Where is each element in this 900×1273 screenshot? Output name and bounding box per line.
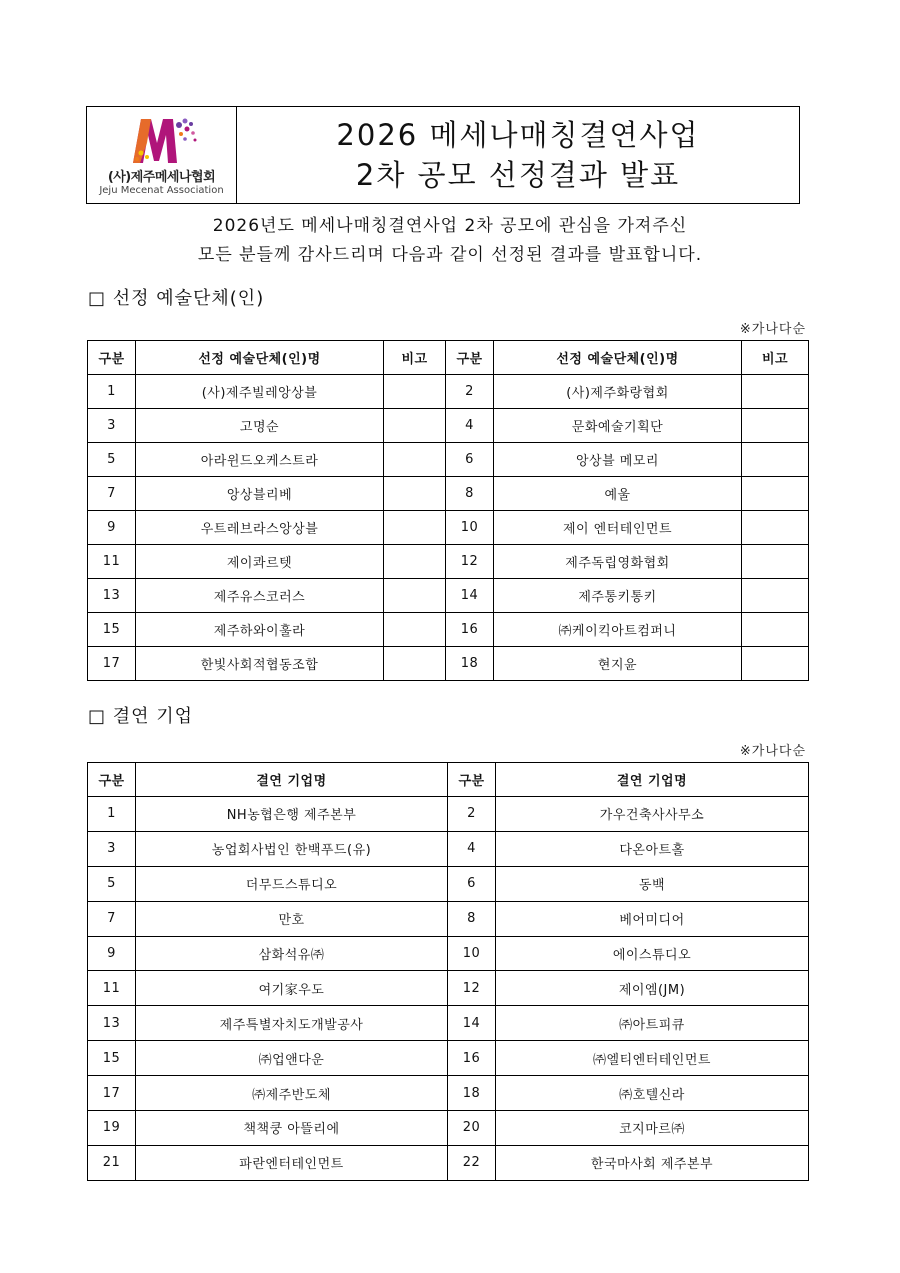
cell-name: (사)제주화랑협회 [494,375,742,409]
cell-no: 15 [88,1041,136,1076]
table-row [88,545,809,579]
cell-no: 8 [446,477,494,511]
cell-no: 2 [446,375,494,409]
cell-name: 책책쿵 아뜰리에 [136,1111,448,1146]
corps-table [87,762,809,1181]
cell-name: 한빛사회적협동조합 [136,647,384,681]
cell-no: 13 [88,1006,136,1041]
cell-name: 가우건축사사무소 [496,797,809,832]
page-title-line2: 2차 공모 선정결과 발표 [355,158,681,192]
table-row [88,1111,809,1146]
table-row [88,1145,809,1180]
cell-remark [384,375,446,409]
table-header-row [88,763,809,797]
cell-no: 11 [88,971,136,1006]
col-header-no: 구분 [88,763,136,797]
table-row [88,971,809,1006]
col-header-name: 선정 예술단체(인)명 [494,341,742,375]
cell-no: 14 [448,1006,496,1041]
cell-name: 문화예술기획단 [494,409,742,443]
cell-no: 3 [88,409,136,443]
arts-section-heading: □ 선정 예술단체(인) [88,288,265,309]
header-box [86,106,800,204]
cell-remark [384,545,446,579]
cell-no: 1 [88,797,136,832]
cell-no: 11 [88,545,136,579]
intro-line2: 모든 분들께 감사드리며 다음과 같이 선정된 결과를 발표합니다. [197,245,703,265]
title-cell [237,107,799,203]
logo-text-ko: (사)제주메세나협회 [107,170,216,185]
cell-name: ㈜호텔신라 [496,1076,809,1111]
cell-no: 6 [446,443,494,477]
table-row [88,647,809,681]
cell-name: 삼화석유㈜ [136,936,448,971]
table-row [88,1076,809,1111]
table-row [88,613,809,647]
cell-no: 19 [88,1111,136,1146]
cell-name: ㈜엘티엔터테인먼트 [496,1041,809,1076]
cell-remark [384,579,446,613]
cell-no: 14 [446,579,494,613]
cell-no: 18 [448,1076,496,1111]
cell-no: 17 [88,1076,136,1111]
cell-no: 20 [448,1111,496,1146]
cell-no: 8 [448,901,496,936]
col-header-no: 구분 [88,341,136,375]
cell-name: 동백 [496,866,809,901]
cell-remark [742,545,809,579]
cell-remark [742,443,809,477]
col-header-name: 결연 기업명 [496,763,809,797]
col-header-remark: 비고 [384,341,446,375]
col-header-name: 결연 기업명 [136,763,448,797]
cell-name: (사)제주빌레앙상블 [136,375,384,409]
cell-name: 베어미디어 [496,901,809,936]
cell-no: 1 [88,375,136,409]
table-row [88,901,809,936]
cell-no: 12 [448,971,496,1006]
corps-section-heading: □ 결연 기업 [88,706,194,727]
cell-name: ㈜케이킥아트컴퍼니 [494,613,742,647]
cell-remark [384,409,446,443]
cell-name: 제주특별자치도개발공사 [136,1006,448,1041]
corps-sort-note: ※가나다순 [739,744,806,759]
cell-no: 5 [88,443,136,477]
cell-remark [742,511,809,545]
cell-no: 22 [448,1145,496,1180]
mecenat-logo-icon [127,113,199,165]
logo-text-en: Jeju Mecenat Association [99,185,224,196]
logo [87,107,237,203]
cell-name: 여기家우도 [136,971,448,1006]
cell-no: 4 [448,831,496,866]
cell-name: 앙상블 메모리 [494,443,742,477]
cell-name: NH농협은행 제주본부 [136,797,448,832]
cell-name: 제주통키통키 [494,579,742,613]
cell-name: 제주하와이훌라 [136,613,384,647]
table-row [88,579,809,613]
cell-no: 7 [88,901,136,936]
table-row [88,797,809,832]
cell-name: ㈜업앤다운 [136,1041,448,1076]
cell-name: ㈜제주반도체 [136,1076,448,1111]
arts-sort-note: ※가나다순 [739,322,806,337]
table-header-row [88,341,809,375]
table-row [88,443,809,477]
table-row [88,477,809,511]
cell-name: 아라윈드오케스트라 [136,443,384,477]
cell-name: 다온아트홀 [496,831,809,866]
cell-no: 9 [88,936,136,971]
cell-no: 3 [88,831,136,866]
cell-remark [742,579,809,613]
col-header-name: 선정 예술단체(인)명 [136,341,384,375]
cell-name: 우트레브라스앙상블 [136,511,384,545]
table-row [88,409,809,443]
col-header-remark: 비고 [742,341,809,375]
col-header-no: 구분 [446,341,494,375]
cell-remark [742,375,809,409]
cell-name: ㈜아트피큐 [496,1006,809,1041]
cell-no: 10 [448,936,496,971]
cell-remark [384,647,446,681]
cell-name: 제이 엔터테인먼트 [494,511,742,545]
cell-no: 10 [446,511,494,545]
cell-no: 16 [446,613,494,647]
cell-name: 제이콰르텟 [136,545,384,579]
page-title-line1: 2026 메세나매칭결연사업 [336,118,700,152]
cell-name: 제주유스코러스 [136,579,384,613]
cell-no: 2 [448,797,496,832]
cell-name: 농업회사법인 한백푸드(유) [136,831,448,866]
cell-remark [742,613,809,647]
cell-remark [384,511,446,545]
cell-no: 4 [446,409,494,443]
cell-no: 7 [88,477,136,511]
intro-text [86,212,814,270]
cell-remark [384,477,446,511]
cell-name: 만호 [136,901,448,936]
intro-line1: 2026년도 메세나매칭결연사업 2차 공모에 관심을 가져주신 [212,216,688,236]
cell-no: 15 [88,613,136,647]
table-row [88,831,809,866]
cell-name: 파란엔터테인먼트 [136,1145,448,1180]
cell-no: 17 [88,647,136,681]
cell-remark [742,647,809,681]
cell-no: 6 [448,866,496,901]
cell-name: 한국마사회 제주본부 [496,1145,809,1180]
cell-no: 21 [88,1145,136,1180]
cell-no: 5 [88,866,136,901]
cell-remark [384,443,446,477]
cell-remark [742,477,809,511]
cell-remark [384,613,446,647]
table-row [88,936,809,971]
cell-name: 에이스튜디오 [496,936,809,971]
table-row [88,375,809,409]
col-header-no: 구분 [448,763,496,797]
cell-no: 16 [448,1041,496,1076]
cell-name: 더무드스튜디오 [136,866,448,901]
cell-no: 18 [446,647,494,681]
cell-no: 9 [88,511,136,545]
cell-name: 앙상블리베 [136,477,384,511]
table-row [88,1006,809,1041]
cell-remark [742,409,809,443]
cell-name: 현지윤 [494,647,742,681]
table-row [88,866,809,901]
cell-name: 제주독립영화협회 [494,545,742,579]
cell-no: 12 [446,545,494,579]
cell-name: 코지마르㈜ [496,1111,809,1146]
cell-name: 고명순 [136,409,384,443]
cell-name: 예울 [494,477,742,511]
cell-name: 제이엠(JM) [496,971,809,1006]
arts-table [87,340,809,681]
table-row [88,511,809,545]
table-row [88,1041,809,1076]
cell-no: 13 [88,579,136,613]
